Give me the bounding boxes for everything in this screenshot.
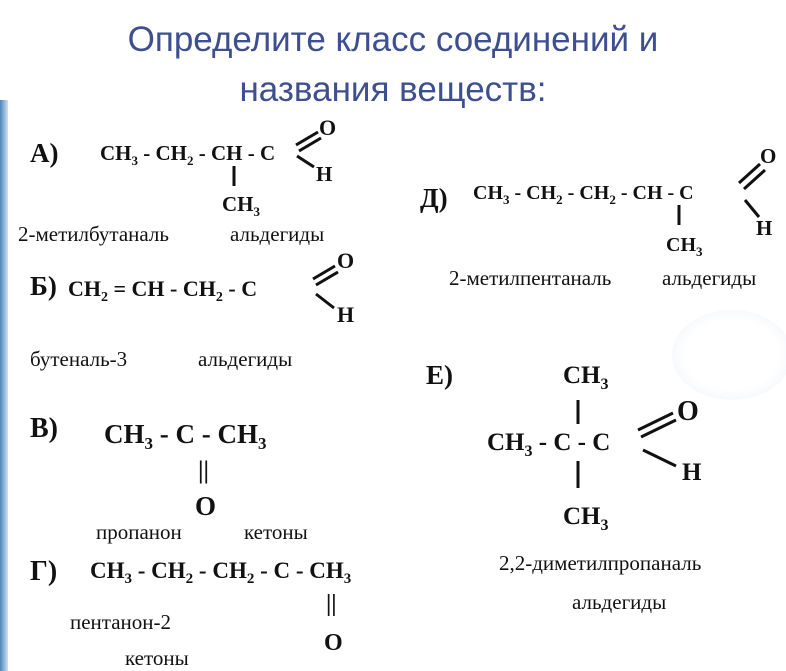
- compound-d-double-bond: [739, 164, 760, 183]
- compound-b-formula: $CH_2$ = CH - $CH_2$ - C: [68, 276, 258, 305]
- compound-d-formula: $CH_3 - CH_2 - CH_2$ - CH - C: [473, 182, 694, 207]
- compound-e-double-bond: [638, 413, 673, 430]
- compound-e: [426, 360, 702, 534]
- slide-title-line-1: Определите класс соединений и: [127, 20, 659, 59]
- compound-g-letter: Г): [30, 556, 58, 587]
- compound-b-oxygen: O: [337, 248, 355, 273]
- compound-e-letter: Е): [426, 360, 453, 390]
- compound-a: [30, 115, 336, 219]
- compound-e-top-methyl: $CH_3$: [563, 362, 609, 393]
- compound-b-ch-bond: [316, 294, 334, 308]
- compound-a-name: 2-метилбутаналь: [18, 222, 169, 246]
- compound-d-ch-bond: [745, 200, 759, 217]
- compound-v-letter: В): [30, 413, 58, 444]
- compound-a-oxygen: O: [319, 115, 337, 140]
- compound-v-class: кетоны: [244, 520, 308, 544]
- compound-g-class: кетоны: [125, 646, 189, 670]
- compound-d-class: альдегиды: [662, 266, 757, 290]
- compound-a-ch-bond: [297, 156, 314, 167]
- compound-v-double-bond: ||: [198, 457, 210, 484]
- slide-title-line-2: названия веществ:: [239, 70, 547, 109]
- compound-b-letter: Б): [30, 271, 57, 301]
- compound-d-oxygen: O: [760, 144, 777, 168]
- compound-g-double-bond: ||: [326, 591, 337, 617]
- compound-a-class: альдегиды: [230, 222, 325, 246]
- compound-b-class: альдегиды: [198, 347, 293, 371]
- compound-g-name: пентанон-2: [70, 610, 172, 634]
- compound-e-formula: $CH_3$ - C - C: [487, 429, 611, 460]
- compound-d-name: 2-метилпентаналь: [449, 266, 612, 290]
- compound-g: [30, 556, 351, 656]
- compound-e-hydrogen: H: [682, 459, 702, 486]
- compound-d-branch: $CH_3$: [666, 234, 703, 259]
- compound-e-class: альдегиды: [572, 590, 667, 614]
- compound-e-name: 2,2-диметилпропаналь: [499, 551, 702, 575]
- compound-a-formula: $CH_3 - CH_2$ - CH - C: [100, 141, 276, 168]
- compound-e-oxygen: O: [677, 396, 699, 427]
- compound-b-hydrogen: H: [337, 302, 355, 327]
- compound-a-hydrogen: H: [316, 162, 333, 186]
- compound-d-hydrogen: H: [756, 216, 773, 240]
- compound-g-formula: $CH_3 - CH_2 - CH_2$ - C - $CH_3$: [90, 558, 352, 587]
- compound-d: [420, 144, 776, 259]
- compound-g-oxygen: O: [324, 630, 343, 656]
- compound-b: [30, 248, 354, 327]
- compound-v-formula: $CH_3$ - C - $CH_3$: [104, 419, 267, 453]
- compound-v-oxygen: O: [195, 491, 217, 521]
- compound-a-branch: $CH_3$: [222, 192, 260, 219]
- compound-v: [30, 413, 266, 521]
- compound-e-bottom-methyl: $CH_3$: [563, 503, 609, 534]
- compound-e-ch-bond: [643, 450, 676, 466]
- compound-d-letter: Д): [420, 183, 448, 213]
- compound-a-letter: А): [30, 138, 59, 168]
- compound-v-name: пропанон: [96, 520, 182, 544]
- compound-b-name: бутеналь-3: [30, 347, 128, 371]
